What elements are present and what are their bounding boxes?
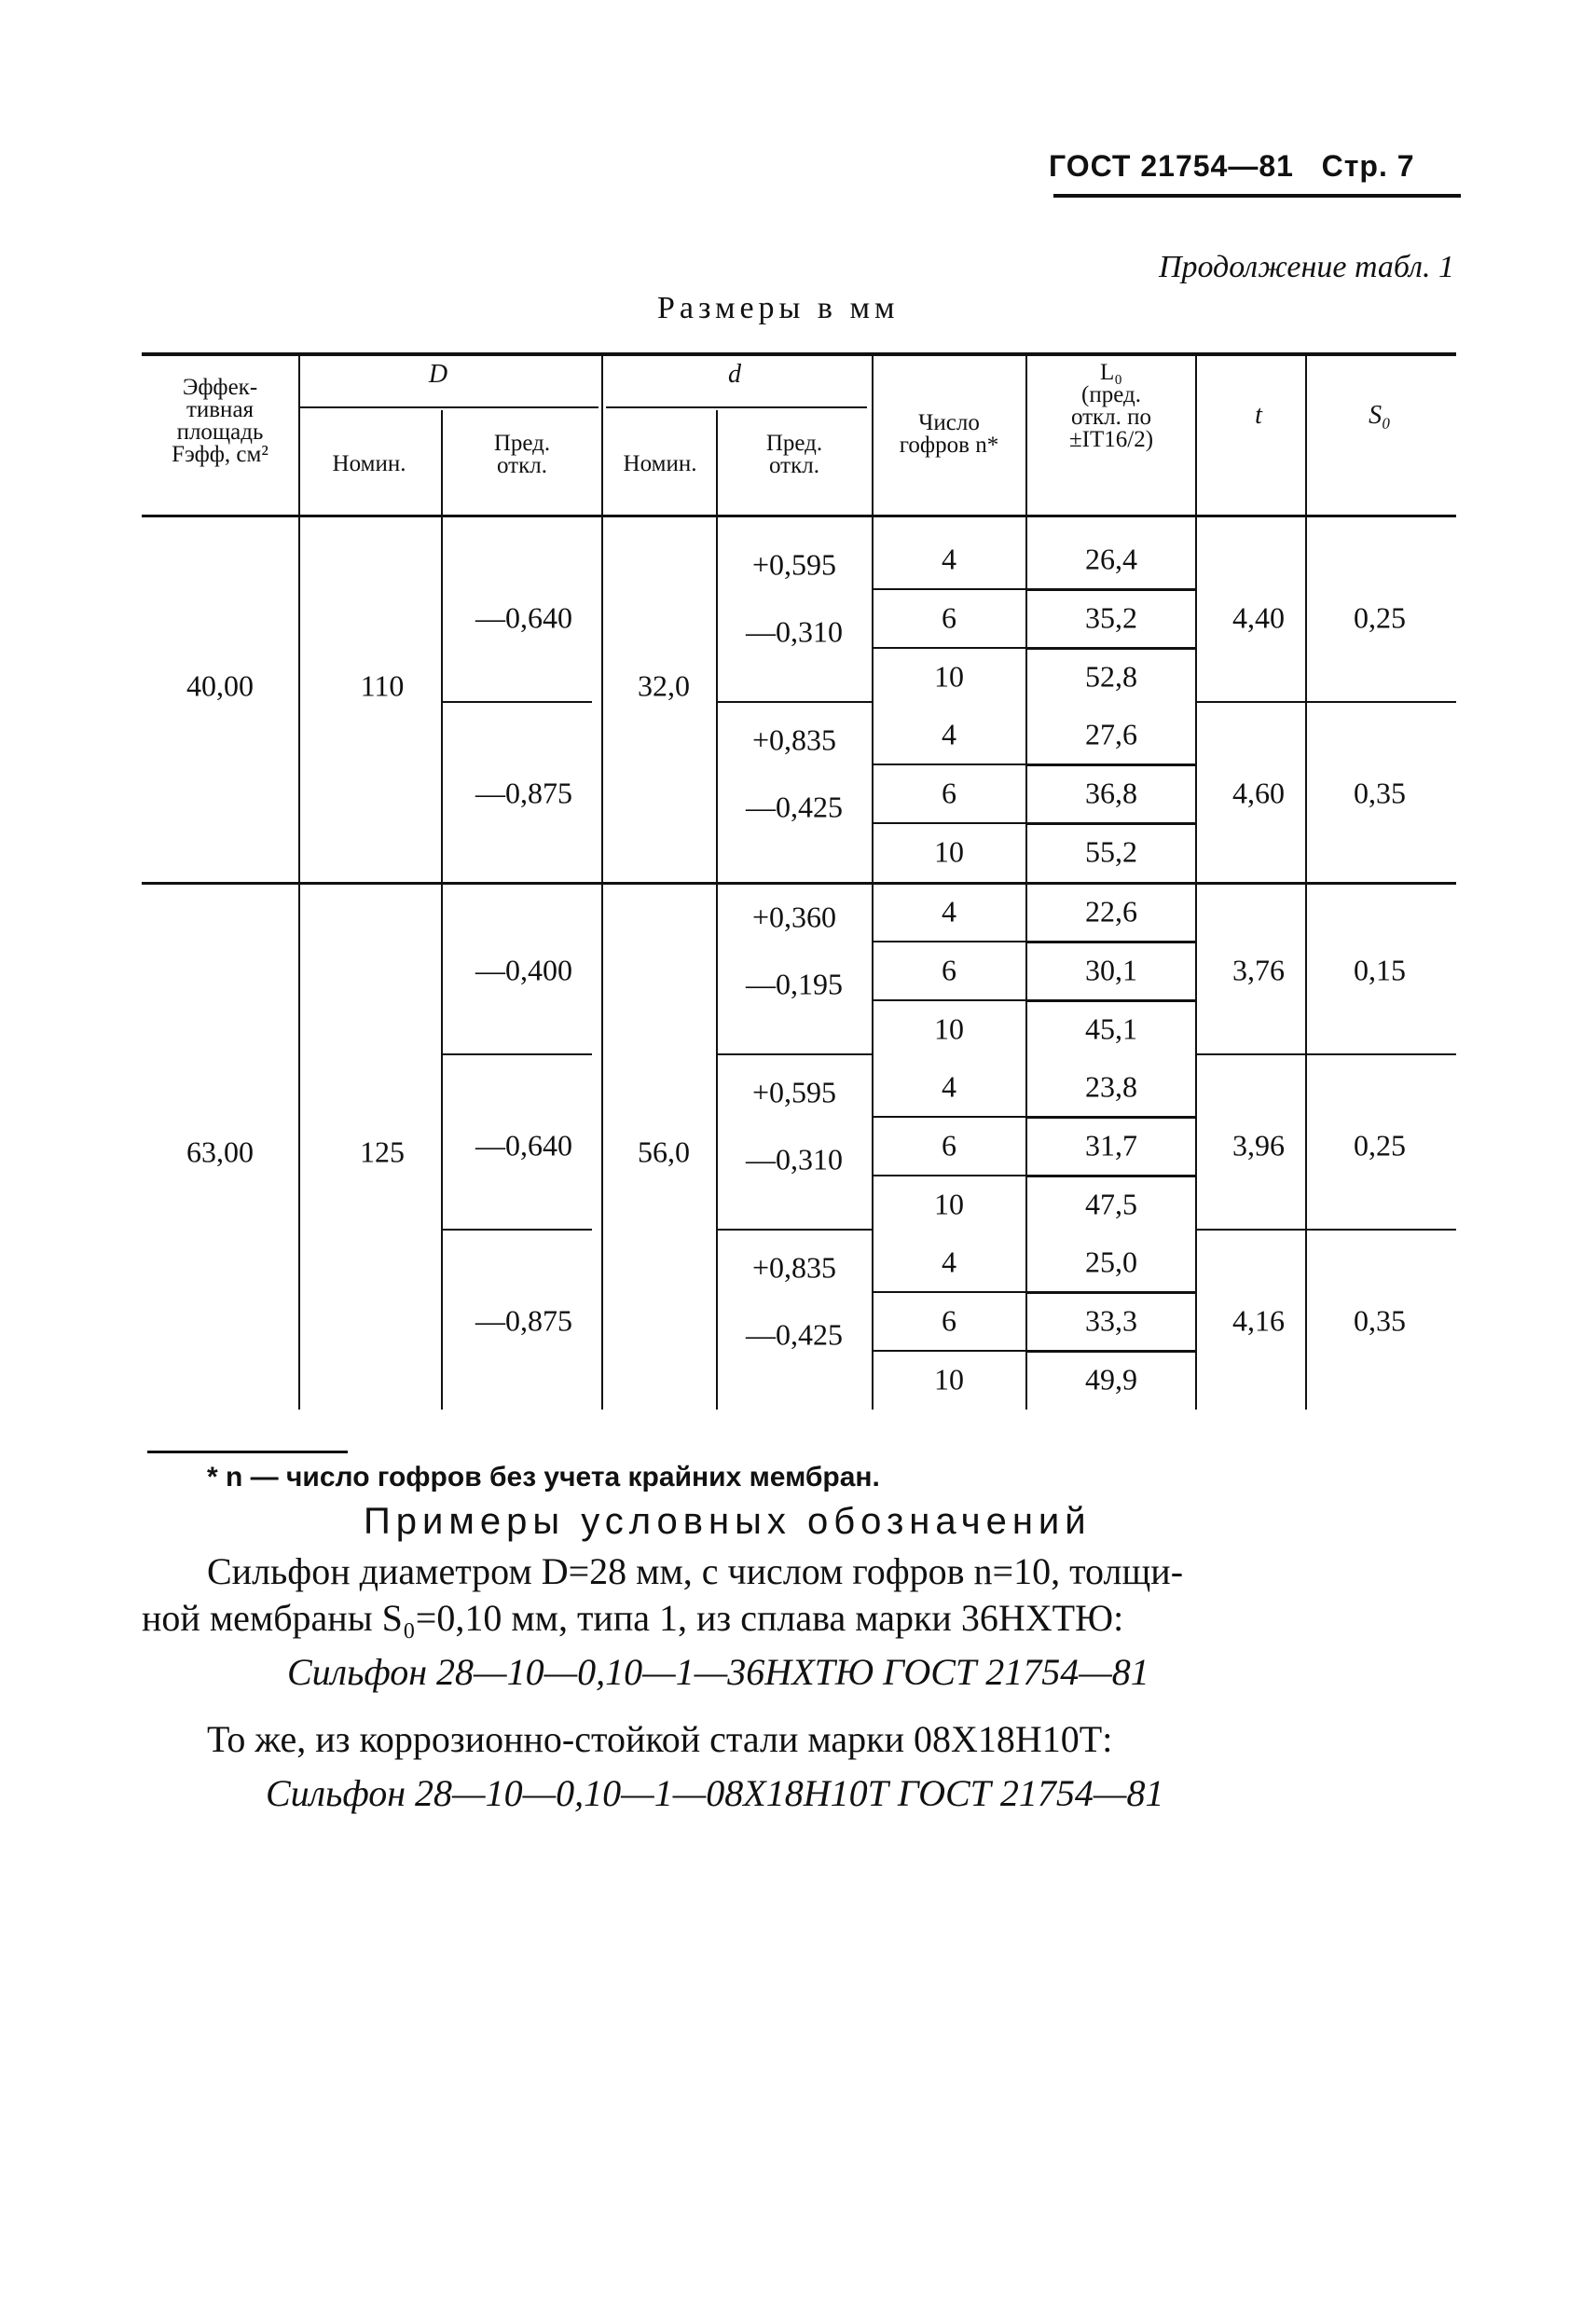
row-rule-n [874,1116,1025,1118]
cell-area: 40,00 [186,668,254,703]
cell-d-plus-deviation: +0,835 [751,1250,837,1285]
cell-corrugations: 10 [934,1187,964,1220]
units-caption: Размеры в мм [657,291,900,325]
column-divider [441,410,443,1410]
cell-corrugations: 10 [934,1362,964,1396]
table-continuation-note: Продолжение табл. 1 [1158,250,1454,284]
header-d: d [728,360,741,389]
group-rule-d [718,1229,872,1231]
column-divider [1195,356,1197,1410]
header-d-deviation: Пред. откл. [765,431,823,478]
cell-corrugations: 6 [942,776,956,809]
row-rule-n [874,647,1025,649]
cell-t: 3,76 [1232,953,1285,986]
cell-corrugations: 4 [942,1069,956,1103]
cell-s0: 0,25 [1354,1128,1406,1162]
cell-corrugations: 6 [942,1128,956,1162]
group-rule-D [443,701,592,703]
row-rule-L [1027,647,1195,650]
example-text-line-1: Сильфон диаметром D=28 мм, с числом гофров n=10, толщи- [207,1550,1184,1592]
row-rule-L [1027,1291,1195,1294]
header-t: t [1255,401,1262,430]
example-text-line-2: ной мембраны S₀=0,10 мм, типа 1, из сплава марки 36НХТЮ: [142,1597,1124,1639]
cell-length-L0: 45,1 [1085,1011,1137,1045]
column-divider [716,410,718,1410]
cell-length-L0: 26,4 [1085,542,1137,575]
cell-length-L0: 35,2 [1085,600,1137,634]
footnote-rule [147,1451,348,1453]
cell-d-minus-deviation: —0,310 [746,614,843,649]
cell-length-L0: 23,8 [1085,1069,1137,1103]
examples-title: Примеры условных обозначений [364,1501,1092,1542]
cell-corrugations: 6 [942,953,956,986]
row-rule-L [1027,822,1195,825]
page-number: Стр. 7 [1321,149,1415,183]
column-divider [298,356,300,1410]
cell-s0: 0,15 [1354,953,1406,986]
cell-length-L0: 22,6 [1085,894,1137,928]
header-rule [1053,194,1461,198]
header-bottom-rule [142,515,1456,517]
column-divider [601,356,603,1410]
group-rule-ts [1197,1053,1456,1055]
group-separator-rule [142,882,1456,885]
row-rule-L [1027,763,1195,766]
group-rule-ts [1197,1229,1456,1231]
cell-t: 4,16 [1232,1303,1285,1337]
row-rule-n [874,941,1025,942]
example-text-line-3: То же, из коррозионно-стойкой стали марки 08Х18Н10Т: [207,1718,1113,1760]
cell-d-minus-deviation: —0,195 [746,967,843,1001]
cell-length-L0: 36,8 [1085,776,1137,809]
cell-D-nominal: 110 [360,668,405,703]
cell-length-L0: 27,6 [1085,717,1137,750]
row-rule-n [874,999,1025,1001]
row-rule-L [1027,1175,1195,1177]
header-D-nominal: Номин. [332,451,406,476]
cell-length-L0: 47,5 [1085,1187,1137,1220]
header-length-L0: L₀ (пред. откл. по ±IT16/2) [1068,360,1154,452]
cell-d-nominal: 32,0 [638,668,690,703]
page-header [1049,149,1415,184]
cell-D-deviation: —0,875 [475,1303,572,1337]
column-divider [1025,356,1027,1410]
cell-length-L0: 33,3 [1085,1303,1137,1337]
row-rule-L [1027,588,1195,591]
cell-D-deviation: —0,640 [475,600,572,634]
cell-s0: 0,35 [1354,776,1406,809]
cell-length-L0: 49,9 [1085,1362,1137,1396]
cell-t: 4,40 [1232,600,1285,634]
cell-D-deviation: —0,875 [475,776,572,809]
cell-length-L0: 25,0 [1085,1245,1137,1278]
row-rule-n [874,1291,1025,1293]
group-rule-D [443,1053,592,1055]
cell-d-nominal: 56,0 [638,1135,690,1169]
cell-d-plus-deviation: +0,835 [751,722,837,757]
row-rule-n [874,822,1025,824]
footnote: * n — число гофров без учета крайних мембран. [207,1462,880,1493]
example-designation-1: Сильфон 28—10—0,10—1—36НХТЮ ГОСТ 21754—81 [287,1651,1149,1693]
header-D: D [428,360,448,389]
cell-length-L0: 30,1 [1085,953,1137,986]
cell-area: 63,00 [186,1135,254,1169]
cell-corrugations: 4 [942,717,956,750]
cell-corrugations: 6 [942,1303,956,1337]
example-designation-2: Сильфон 28—10—0,10—1—08Х18Н10Т ГОСТ 21754—81 [266,1772,1164,1814]
header-effective-area: Эффек- тивная площадь Fэфф, см² [172,375,268,467]
table-top-rule [142,352,1456,356]
row-rule-L [1027,1350,1195,1353]
row-rule-L [1027,1116,1195,1119]
cell-d-minus-deviation: —0,310 [746,1142,843,1176]
cell-length-L0: 55,2 [1085,834,1137,868]
row-rule-L [1027,999,1195,1002]
row-rule-n [874,1350,1025,1352]
header-d-nominal: Номин. [623,451,697,476]
row-rule-n [874,763,1025,765]
cell-corrugations: 10 [934,834,964,868]
cell-d-minus-deviation: —0,425 [746,1317,843,1352]
doc-number: ГОСТ 21754—81 [1049,149,1294,183]
cell-corrugations: 4 [942,894,956,928]
row-rule-L [1027,941,1195,943]
cell-d-plus-deviation: +0,360 [751,900,837,934]
cell-s0: 0,35 [1354,1303,1406,1337]
cell-corrugations: 4 [942,542,956,575]
column-divider [1305,356,1307,1410]
cell-D-deviation: —0,400 [475,953,572,986]
group-rule-d [718,1053,872,1055]
cell-t: 3,96 [1232,1128,1285,1162]
cell-D-nominal: 125 [360,1135,405,1169]
cell-corrugations: 6 [942,600,956,634]
cell-length-L0: 31,7 [1085,1128,1137,1162]
header-corrugations: Число гофров n* [899,410,999,458]
cell-corrugations: 4 [942,1245,956,1278]
header-subrule-d [606,406,867,408]
cell-s0: 0,25 [1354,600,1406,634]
cell-corrugations: 10 [934,659,964,693]
group-rule-d [718,701,872,703]
cell-d-plus-deviation: +0,595 [751,1075,837,1109]
cell-D-deviation: —0,640 [475,1128,572,1162]
cell-corrugations: 10 [934,1011,964,1045]
row-rule-n [874,588,1025,590]
cell-length-L0: 52,8 [1085,659,1137,693]
header-s0: S₀ [1369,401,1391,430]
header-D-deviation: Пред. откл. [493,431,551,478]
cell-t: 4,60 [1232,776,1285,809]
group-rule-D [443,1229,592,1231]
header-subrule-D [300,406,598,408]
cell-d-plus-deviation: +0,595 [751,547,837,582]
row-rule-n [874,1175,1025,1176]
column-divider [872,356,874,1410]
group-rule-ts [1197,701,1456,703]
cell-d-minus-deviation: —0,425 [746,790,843,824]
